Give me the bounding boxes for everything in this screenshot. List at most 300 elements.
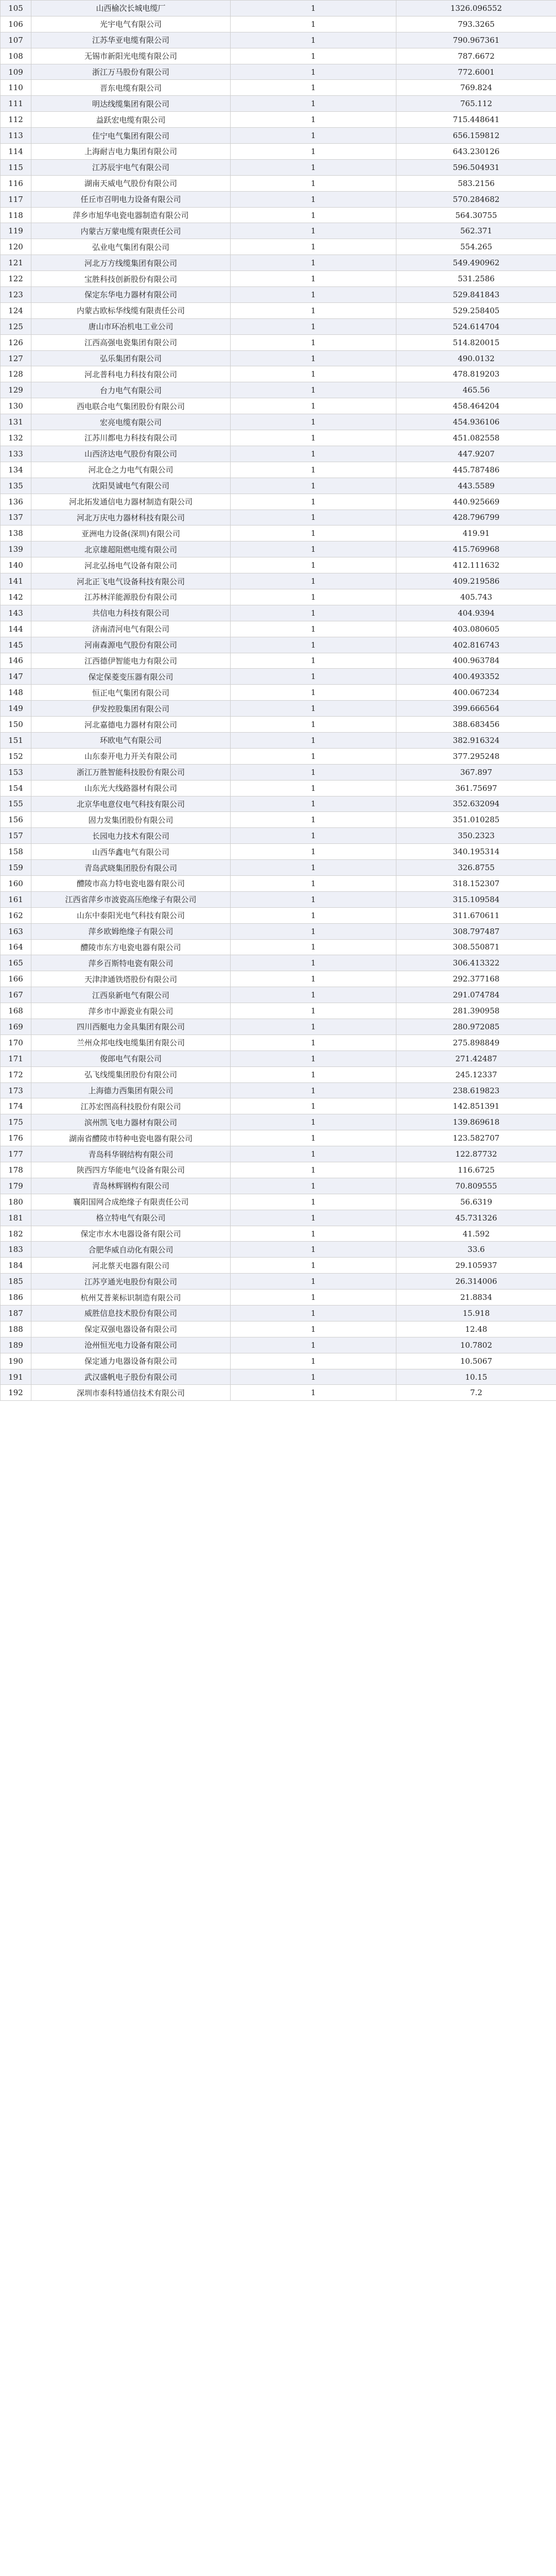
cell-count: 1 (231, 366, 396, 382)
cell-company-name: 醴陵市高力特电瓷电器有限公司 (31, 875, 231, 891)
cell-amount: 326.8755 (396, 860, 556, 876)
cell-row-number: 174 (1, 1098, 31, 1114)
table-row (1, 828, 556, 844)
cell-row-number: 124 (1, 302, 31, 318)
cell-count: 1 (231, 844, 396, 860)
cell-company-name: 浙江万马股份有限公司 (31, 64, 231, 80)
cell-company-name: 共信电力科技有限公司 (31, 605, 231, 621)
cell-row-number: 158 (1, 844, 31, 860)
cell-company-name: 萍乡市中源瓷业有限公司 (31, 1003, 231, 1019)
cell-amount: 308.797487 (396, 923, 556, 939)
cell-amount: 41.592 (396, 1226, 556, 1242)
table-row (1, 223, 556, 239)
cell-count: 1 (231, 764, 396, 780)
cell-count: 1 (231, 1242, 396, 1258)
cell-company-name: 明达线缆集团有限公司 (31, 96, 231, 112)
cell-company-name: 湖南省醴陵市特种电瓷电器有限公司 (31, 1130, 231, 1146)
cell-amount: 1326.096552 (396, 1, 556, 16)
cell-row-number: 186 (1, 1290, 31, 1306)
cell-company-name: 河北仓之力电气有限公司 (31, 462, 231, 478)
cell-row-number: 162 (1, 907, 31, 923)
table-row (1, 382, 556, 398)
cell-amount: 308.550871 (396, 939, 556, 955)
table-row (1, 1226, 556, 1242)
cell-amount: 440.925669 (396, 494, 556, 510)
cell-company-name: 长园电力技术有限公司 (31, 828, 231, 844)
cell-count: 1 (231, 828, 396, 844)
cell-count: 1 (231, 891, 396, 907)
cell-row-number: 122 (1, 271, 31, 287)
cell-company-name: 沧州恒光电力设备有限公司 (31, 1337, 231, 1353)
cell-count: 1 (231, 669, 396, 685)
cell-company-name: 山东泰开电力开关有限公司 (31, 748, 231, 764)
table-row (1, 1082, 556, 1098)
cell-company-name: 沈阳昊诚电气有限公司 (31, 478, 231, 494)
cell-count: 1 (231, 1082, 396, 1098)
cell-row-number: 127 (1, 350, 31, 366)
cell-count: 1 (231, 748, 396, 764)
table-row (1, 907, 556, 923)
table-row (1, 1274, 556, 1290)
table-row (1, 302, 556, 318)
cell-amount: 643.230126 (396, 144, 556, 160)
cell-row-number: 138 (1, 526, 31, 541)
cell-row-number: 180 (1, 1194, 31, 1210)
table-row (1, 573, 556, 589)
cell-count: 1 (231, 621, 396, 637)
cell-row-number: 139 (1, 541, 31, 557)
table-row (1, 637, 556, 653)
cell-row-number: 119 (1, 223, 31, 239)
cell-row-number: 147 (1, 669, 31, 685)
table-row (1, 1290, 556, 1306)
cell-count: 1 (231, 32, 396, 48)
cell-count: 1 (231, 302, 396, 318)
table-row (1, 748, 556, 764)
cell-company-name: 宏亮电缆有限公司 (31, 414, 231, 430)
cell-company-name: 威胜信息技术股份有限公司 (31, 1306, 231, 1321)
cell-count: 1 (231, 573, 396, 589)
cell-count: 1 (231, 589, 396, 605)
cell-amount: 415.769968 (396, 541, 556, 557)
cell-row-number: 168 (1, 1003, 31, 1019)
cell-amount: 403.080605 (396, 621, 556, 637)
cell-amount: 361.75697 (396, 780, 556, 796)
cell-company-name: 河北嘉德电力器材有限公司 (31, 717, 231, 733)
cell-row-number: 142 (1, 589, 31, 605)
table-row (1, 812, 556, 828)
cell-amount: 419.91 (396, 526, 556, 541)
cell-amount: 315.109584 (396, 891, 556, 907)
cell-count: 1 (231, 1290, 396, 1306)
table-row (1, 48, 556, 64)
cell-row-number: 109 (1, 64, 31, 80)
cell-company-name: 青岛科华钢结构有限公司 (31, 1146, 231, 1162)
table-row (1, 1385, 556, 1401)
cell-company-name: 江苏辰宇电气有限公司 (31, 159, 231, 175)
cell-amount: 529.841843 (396, 287, 556, 303)
table-row (1, 398, 556, 414)
cell-count: 1 (231, 1178, 396, 1194)
cell-amount: 400.963784 (396, 653, 556, 669)
cell-count: 1 (231, 446, 396, 462)
cell-row-number: 170 (1, 1035, 31, 1050)
table-row (1, 446, 556, 462)
cell-company-name: 上海德力西集团有限公司 (31, 1082, 231, 1098)
cell-amount: 400.493352 (396, 669, 556, 685)
cell-company-name: 滨州凯飞电力器材有限公司 (31, 1114, 231, 1130)
cell-row-number: 128 (1, 366, 31, 382)
cell-company-name: 兰州众邦电线电缆集团有限公司 (31, 1035, 231, 1050)
table-row (1, 589, 556, 605)
cell-count: 1 (231, 1003, 396, 1019)
cell-amount: 451.082558 (396, 430, 556, 446)
cell-amount: 656.159812 (396, 128, 556, 144)
table-row (1, 16, 556, 32)
table-row (1, 128, 556, 144)
table-row (1, 764, 556, 780)
cell-company-name: 亚洲电力设备(深圳)有限公司 (31, 526, 231, 541)
cell-count: 1 (231, 860, 396, 876)
cell-company-name: 山西榆次长城电缆厂 (31, 1, 231, 16)
cell-company-name: 北京雄超阻燃电缆有限公司 (31, 541, 231, 557)
cell-company-name: 山东光大线路器材有限公司 (31, 780, 231, 796)
cell-company-name: 浙江万胜智能科技股份有限公司 (31, 764, 231, 780)
cell-row-number: 143 (1, 605, 31, 621)
cell-company-name: 河北拓发通信电力器材制造有限公司 (31, 494, 231, 510)
cell-amount: 367.897 (396, 764, 556, 780)
cell-amount: 443.5589 (396, 478, 556, 494)
cell-amount: 7.2 (396, 1385, 556, 1401)
cell-amount: 554.265 (396, 239, 556, 255)
cell-amount: 400.067234 (396, 685, 556, 701)
cell-count: 1 (231, 939, 396, 955)
cell-company-name: 青岛林辉钢构有限公司 (31, 1178, 231, 1194)
cell-amount: 56.6319 (396, 1194, 556, 1210)
cell-count: 1 (231, 955, 396, 971)
table-row (1, 318, 556, 334)
cell-amount: 238.619823 (396, 1082, 556, 1098)
cell-count: 1 (231, 605, 396, 621)
cell-company-name: 江苏亨通光电股份有限公司 (31, 1274, 231, 1290)
cell-company-name: 唐山市环冶机电工业公司 (31, 318, 231, 334)
cell-amount: 404.9394 (396, 605, 556, 621)
cell-amount: 412.111632 (396, 557, 556, 573)
cell-row-number: 137 (1, 510, 31, 526)
cell-amount: 445.787486 (396, 462, 556, 478)
cell-company-name: 弘飞线缆集团股份有限公司 (31, 1066, 231, 1082)
cell-count: 1 (231, 1258, 396, 1274)
cell-amount: 715.448641 (396, 112, 556, 128)
cell-row-number: 131 (1, 414, 31, 430)
cell-count: 1 (231, 1385, 396, 1401)
cell-row-number: 191 (1, 1369, 31, 1385)
cell-company-name: 四川西艇电力金具集团有限公司 (31, 1019, 231, 1035)
table-row (1, 255, 556, 271)
cell-company-name: 萍乡市旭华电瓷电器制造有限公司 (31, 207, 231, 223)
cell-row-number: 120 (1, 239, 31, 255)
table-row (1, 844, 556, 860)
cell-amount: 29.105937 (396, 1258, 556, 1274)
cell-company-name: 保定双强电器设备有限公司 (31, 1321, 231, 1337)
cell-row-number: 133 (1, 446, 31, 462)
cell-row-number: 157 (1, 828, 31, 844)
cell-amount: 292.377168 (396, 971, 556, 987)
cell-company-name: 河北正飞电气设备科技有限公司 (31, 573, 231, 589)
cell-row-number: 107 (1, 32, 31, 48)
cell-count: 1 (231, 494, 396, 510)
cell-amount: 12.48 (396, 1321, 556, 1337)
cell-count: 1 (231, 1130, 396, 1146)
cell-row-number: 181 (1, 1210, 31, 1226)
cell-row-number: 121 (1, 255, 31, 271)
cell-count: 1 (231, 1337, 396, 1353)
cell-row-number: 156 (1, 812, 31, 828)
cell-company-name: 醴陵市东方电瓷电器有限公司 (31, 939, 231, 955)
cell-amount: 478.819203 (396, 366, 556, 382)
cell-company-name: 河北万方线缆集团有限公司 (31, 255, 231, 271)
cell-row-number: 126 (1, 334, 31, 350)
cell-company-name: 河南森源电气股份有限公司 (31, 637, 231, 653)
cell-row-number: 135 (1, 478, 31, 494)
table-row (1, 1258, 556, 1274)
table-row (1, 1369, 556, 1385)
cell-row-number: 163 (1, 923, 31, 939)
cell-row-number: 179 (1, 1178, 31, 1194)
cell-row-number: 177 (1, 1146, 31, 1162)
cell-company-name: 保定市水木电器设备有限公司 (31, 1226, 231, 1242)
table-row (1, 923, 556, 939)
cell-amount: 123.582707 (396, 1130, 556, 1146)
cell-count: 1 (231, 557, 396, 573)
cell-amount: 428.796799 (396, 510, 556, 526)
cell-company-name: 环欧电气有限公司 (31, 732, 231, 748)
cell-count: 1 (231, 478, 396, 494)
cell-amount: 596.504931 (396, 159, 556, 175)
cell-amount: 142.851391 (396, 1098, 556, 1114)
cell-row-number: 189 (1, 1337, 31, 1353)
cell-company-name: 江西高强电瓷集团有限公司 (31, 334, 231, 350)
table-row (1, 1, 556, 16)
table-row (1, 732, 556, 748)
cell-count: 1 (231, 1194, 396, 1210)
cell-row-number: 117 (1, 191, 31, 207)
cell-count: 1 (231, 1306, 396, 1321)
cell-count: 1 (231, 96, 396, 112)
cell-count: 1 (231, 80, 396, 96)
table-row (1, 430, 556, 446)
cell-amount: 583.2156 (396, 175, 556, 191)
cell-count: 1 (231, 923, 396, 939)
table-row (1, 287, 556, 303)
cell-row-number: 190 (1, 1353, 31, 1369)
cell-company-name: 固力发集团股份有限公司 (31, 812, 231, 828)
table-row (1, 64, 556, 80)
table-row (1, 112, 556, 128)
cell-amount: 311.670611 (396, 907, 556, 923)
cell-row-number: 173 (1, 1082, 31, 1098)
cell-amount: 529.258405 (396, 302, 556, 318)
cell-row-number: 144 (1, 621, 31, 637)
cell-amount: 549.490962 (396, 255, 556, 271)
table-row (1, 955, 556, 971)
cell-count: 1 (231, 1098, 396, 1114)
table-row (1, 191, 556, 207)
cell-count: 1 (231, 1226, 396, 1242)
cell-row-number: 113 (1, 128, 31, 144)
cell-amount: 45.731326 (396, 1210, 556, 1226)
cell-count: 1 (231, 334, 396, 350)
cell-amount: 10.15 (396, 1369, 556, 1385)
cell-company-name: 上海耐吉电力集团有限公司 (31, 144, 231, 160)
cell-count: 1 (231, 1274, 396, 1290)
cell-company-name: 佳宁电气集团有限公司 (31, 128, 231, 144)
cell-count: 1 (231, 207, 396, 223)
cell-count: 1 (231, 462, 396, 478)
table-row (1, 1306, 556, 1321)
cell-amount: 409.219586 (396, 573, 556, 589)
cell-count: 1 (231, 128, 396, 144)
cell-company-name: 山西华鑫电气有限公司 (31, 844, 231, 860)
cell-row-number: 149 (1, 701, 31, 717)
cell-count: 1 (231, 255, 396, 271)
cell-count: 1 (231, 64, 396, 80)
cell-company-name: 江西德伊智能电力有限公司 (31, 653, 231, 669)
cell-amount: 33.6 (396, 1242, 556, 1258)
cell-amount: 447.9207 (396, 446, 556, 462)
table-row (1, 350, 556, 366)
cell-count: 1 (231, 414, 396, 430)
cell-row-number: 112 (1, 112, 31, 128)
cell-row-number: 187 (1, 1306, 31, 1321)
table-row (1, 239, 556, 255)
table-body (1, 1, 556, 1401)
table-row (1, 541, 556, 557)
cell-amount: 402.816743 (396, 637, 556, 653)
table-row (1, 1162, 556, 1178)
cell-count: 1 (231, 526, 396, 541)
cell-row-number: 141 (1, 573, 31, 589)
cell-amount: 399.666564 (396, 701, 556, 717)
cell-amount: 454.936106 (396, 414, 556, 430)
table-row (1, 1337, 556, 1353)
cell-company-name: 晋东电缆有限公司 (31, 80, 231, 96)
cell-company-name: 内蒙古欧标华线缆有限责任公司 (31, 302, 231, 318)
table-row (1, 271, 556, 287)
cell-count: 1 (231, 223, 396, 239)
cell-company-name: 任丘市召明电力设备有限公司 (31, 191, 231, 207)
table-row (1, 1130, 556, 1146)
cell-amount: 340.195314 (396, 844, 556, 860)
cell-count: 1 (231, 510, 396, 526)
table-row (1, 1321, 556, 1337)
cell-row-number: 176 (1, 1130, 31, 1146)
cell-row-number: 175 (1, 1114, 31, 1130)
table-row (1, 605, 556, 621)
table-row (1, 207, 556, 223)
cell-row-number: 129 (1, 382, 31, 398)
cell-count: 1 (231, 1321, 396, 1337)
cell-company-name: 河北万庆电力器材科技有限公司 (31, 510, 231, 526)
cell-row-number: 145 (1, 637, 31, 653)
cell-amount: 351.010285 (396, 812, 556, 828)
cell-company-name: 深圳市泰科特通信技术有限公司 (31, 1385, 231, 1401)
cell-company-name: 恒正电气集团有限公司 (31, 685, 231, 701)
table-row (1, 414, 556, 430)
cell-amount: 564.30755 (396, 207, 556, 223)
table-row (1, 1194, 556, 1210)
cell-amount: 405.743 (396, 589, 556, 605)
cell-row-number: 188 (1, 1321, 31, 1337)
cell-count: 1 (231, 398, 396, 414)
cell-amount: 281.390958 (396, 1003, 556, 1019)
cell-company-name: 内蒙古万蒙电缆有限责任公司 (31, 223, 231, 239)
cell-amount: 245.12337 (396, 1066, 556, 1082)
cell-company-name: 河北普科电力科技有限公司 (31, 366, 231, 382)
cell-amount: 352.632094 (396, 796, 556, 812)
cell-amount: 291.074784 (396, 987, 556, 1003)
cell-row-number: 110 (1, 80, 31, 96)
cell-count: 1 (231, 382, 396, 398)
cell-company-name: 弘业电气集团有限公司 (31, 239, 231, 255)
cell-company-name: 无锡市新阳光电缆有限公司 (31, 48, 231, 64)
cell-row-number: 150 (1, 717, 31, 733)
cell-row-number: 136 (1, 494, 31, 510)
cell-row-number: 166 (1, 971, 31, 987)
cell-row-number: 116 (1, 175, 31, 191)
cell-count: 1 (231, 812, 396, 828)
cell-row-number: 169 (1, 1019, 31, 1035)
cell-count: 1 (231, 144, 396, 160)
cell-company-name: 保定东华电力器材有限公司 (31, 287, 231, 303)
cell-count: 1 (231, 653, 396, 669)
cell-count: 1 (231, 48, 396, 64)
cell-count: 1 (231, 971, 396, 987)
cell-amount: 793.3265 (396, 16, 556, 32)
cell-count: 1 (231, 987, 396, 1003)
cell-amount: 26.314006 (396, 1274, 556, 1290)
cell-amount: 769.824 (396, 80, 556, 96)
cell-amount: 524.614704 (396, 318, 556, 334)
cell-count: 1 (231, 1353, 396, 1369)
cell-company-name: 俊郎电气有限公司 (31, 1050, 231, 1066)
table-row (1, 717, 556, 733)
table-row (1, 526, 556, 541)
cell-row-number: 132 (1, 430, 31, 446)
table-row (1, 366, 556, 382)
cell-amount: 116.6725 (396, 1162, 556, 1178)
table-row (1, 987, 556, 1003)
cell-count: 1 (231, 780, 396, 796)
table-row (1, 1146, 556, 1162)
cell-row-number: 140 (1, 557, 31, 573)
cell-row-number: 106 (1, 16, 31, 32)
cell-count: 1 (231, 318, 396, 334)
cell-count: 1 (231, 1066, 396, 1082)
cell-count: 1 (231, 1019, 396, 1035)
table-row (1, 685, 556, 701)
table-row (1, 1019, 556, 1035)
cell-amount: 570.284682 (396, 191, 556, 207)
cell-row-number: 151 (1, 732, 31, 748)
cell-amount: 21.8834 (396, 1290, 556, 1306)
cell-company-name: 萍乡欧姆绝缘子有限公司 (31, 923, 231, 939)
cell-amount: 377.295248 (396, 748, 556, 764)
cell-count: 1 (231, 875, 396, 891)
table-row (1, 557, 556, 573)
cell-count: 1 (231, 350, 396, 366)
cell-count: 1 (231, 271, 396, 287)
